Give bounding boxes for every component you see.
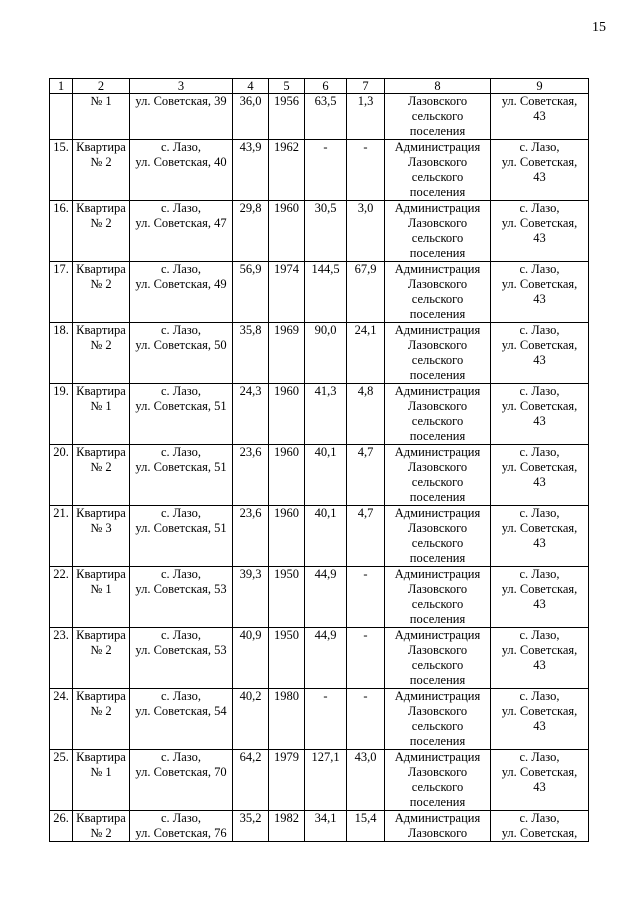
value-col6: 63,5 [305,94,347,140]
row-number: 22. [50,567,73,628]
value-col6: 30,5 [305,201,347,262]
owner-address: ул. Советская, 43 [491,94,589,140]
area-value: 35,2 [233,811,269,842]
value-col7: - [347,567,385,628]
column-header: 9 [491,79,589,94]
column-header: 5 [269,79,305,94]
table-row [50,445,589,506]
value-col7: 4,7 [347,445,385,506]
table-row [50,262,589,323]
row-number: 24. [50,689,73,750]
value-col7: 15,4 [347,811,385,842]
row-number [50,94,73,140]
object-name: Квартира № 2 [73,201,130,262]
column-header: 2 [73,79,130,94]
object-name: Квартира № 2 [73,140,130,201]
area-value: 40,9 [233,628,269,689]
object-address: с. Лазо, ул. Советская, 47 [130,201,233,262]
column-header: 6 [305,79,347,94]
year-value: 1950 [269,628,305,689]
object-address: с. Лазо, ул. Советская, 40 [130,140,233,201]
owner-address: с. Лазо, ул. Советская, 43 [491,506,589,567]
owner-name: Администрация Лазовского сельского поселения [385,750,491,811]
table-row [50,94,589,140]
object-name: Квартира № 2 [73,689,130,750]
owner-name: Администрация Лазовского [385,811,491,842]
object-address: с. Лазо, ул. Советская, 53 [130,628,233,689]
value-col7: 24,1 [347,323,385,384]
object-name: Квартира № 2 [73,262,130,323]
area-value: 24,3 [233,384,269,445]
area-value: 23,6 [233,506,269,567]
owner-name: Администрация Лазовского сельского поселения [385,689,491,750]
row-number: 17. [50,262,73,323]
owner-address: с. Лазо, ул. Советская, 43 [491,750,589,811]
column-number-row [50,79,589,94]
object-name: № 1 [73,94,130,140]
value-col7: 43,0 [347,750,385,811]
object-name: Квартира № 3 [73,506,130,567]
object-address: ул. Советская, 39 [130,94,233,140]
area-value: 64,2 [233,750,269,811]
owner-name: Администрация Лазовского сельского поселения [385,262,491,323]
column-header: 1 [50,79,73,94]
object-name: Квартира № 1 [73,384,130,445]
value-col7: 1,3 [347,94,385,140]
value-col6: 41,3 [305,384,347,445]
object-name: Квартира № 1 [73,567,130,628]
year-value: 1982 [269,811,305,842]
owner-address: с. Лазо, ул. Советская, 43 [491,201,589,262]
object-address: с. Лазо, ул. Советская, 53 [130,567,233,628]
table-row [50,384,589,445]
table-row [50,689,589,750]
column-header: 7 [347,79,385,94]
owner-name: Администрация Лазовского сельского поселения [385,628,491,689]
value-col6: - [305,689,347,750]
table-row [50,201,589,262]
value-col7: - [347,689,385,750]
row-number: 20. [50,445,73,506]
value-col7: - [347,140,385,201]
object-name: Квартира № 2 [73,811,130,842]
value-col7: 3,0 [347,201,385,262]
row-number: 18. [50,323,73,384]
owner-name: Администрация Лазовского сельского поселения [385,323,491,384]
year-value: 1980 [269,689,305,750]
owner-address: с. Лазо, ул. Советская, 43 [491,445,589,506]
value-col6: 44,9 [305,628,347,689]
object-name: Квартира № 2 [73,445,130,506]
value-col6: 44,9 [305,567,347,628]
owner-name: Администрация Лазовского сельского поселения [385,140,491,201]
area-value: 56,9 [233,262,269,323]
row-number: 16. [50,201,73,262]
value-col7: 67,9 [347,262,385,323]
value-col6: 144,5 [305,262,347,323]
owner-name: Лазовского сельского поселения [385,94,491,140]
object-address: с. Лазо, ул. Советская, 49 [130,262,233,323]
object-address: с. Лазо, ул. Советская, 50 [130,323,233,384]
owner-address: с. Лазо, ул. Советская, 43 [491,262,589,323]
object-address: с. Лазо, ул. Советская, 76 [130,811,233,842]
owner-address: с. Лазо, ул. Советская, 43 [491,567,589,628]
year-value: 1960 [269,201,305,262]
row-number: 25. [50,750,73,811]
value-col6: 40,1 [305,445,347,506]
object-address: с. Лазо, ул. Советская, 70 [130,750,233,811]
year-value: 1962 [269,140,305,201]
area-value: 23,6 [233,445,269,506]
object-name: Квартира № 2 [73,628,130,689]
value-col6: 34,1 [305,811,347,842]
area-value: 40,2 [233,689,269,750]
owner-address: с. Лазо, ул. Советская, 43 [491,384,589,445]
year-value: 1960 [269,445,305,506]
table-row [50,140,589,201]
owner-name: Администрация Лазовского сельского поселения [385,384,491,445]
owner-address: с. Лазо, ул. Советская, [491,811,589,842]
column-header: 3 [130,79,233,94]
row-number: 23. [50,628,73,689]
owner-address: с. Лазо, ул. Советская, 43 [491,689,589,750]
value-col7: - [347,628,385,689]
table-row [50,506,589,567]
object-address: с. Лазо, ул. Советская, 51 [130,445,233,506]
owner-address: с. Лазо, ул. Советская, 43 [491,323,589,384]
area-value: 35,8 [233,323,269,384]
year-value: 1960 [269,506,305,567]
owner-address: с. Лазо, ул. Советская, 43 [491,140,589,201]
property-table [49,78,589,842]
column-header: 4 [233,79,269,94]
year-value: 1950 [269,567,305,628]
object-address: с. Лазо, ул. Советская, 54 [130,689,233,750]
row-number: 21. [50,506,73,567]
table-row [50,750,589,811]
table-row [50,628,589,689]
page-number: 15 [592,20,606,35]
object-name: Квартира № 2 [73,323,130,384]
area-value: 29,8 [233,201,269,262]
year-value: 1960 [269,384,305,445]
owner-name: Администрация Лазовского сельского поселения [385,506,491,567]
value-col6: 90,0 [305,323,347,384]
year-value: 1969 [269,323,305,384]
area-value: 36,0 [233,94,269,140]
year-value: 1974 [269,262,305,323]
table-row [50,811,589,842]
area-value: 43,9 [233,140,269,201]
year-value: 1956 [269,94,305,140]
value-col7: 4,8 [347,384,385,445]
row-number: 15. [50,140,73,201]
value-col7: 4,7 [347,506,385,567]
area-value: 39,3 [233,567,269,628]
object-name: Квартира № 1 [73,750,130,811]
owner-address: с. Лазо, ул. Советская, 43 [491,628,589,689]
owner-name: Администрация Лазовского сельского поселения [385,445,491,506]
year-value: 1979 [269,750,305,811]
value-col6: 40,1 [305,506,347,567]
column-header: 8 [385,79,491,94]
row-number: 26. [50,811,73,842]
object-address: с. Лазо, ул. Советская, 51 [130,384,233,445]
value-col6: 127,1 [305,750,347,811]
owner-name: Администрация Лазовского сельского поселения [385,567,491,628]
table-row [50,323,589,384]
value-col6: - [305,140,347,201]
table-row [50,567,589,628]
row-number: 19. [50,384,73,445]
object-address: с. Лазо, ул. Советская, 51 [130,506,233,567]
owner-name: Администрация Лазовского сельского поселения [385,201,491,262]
